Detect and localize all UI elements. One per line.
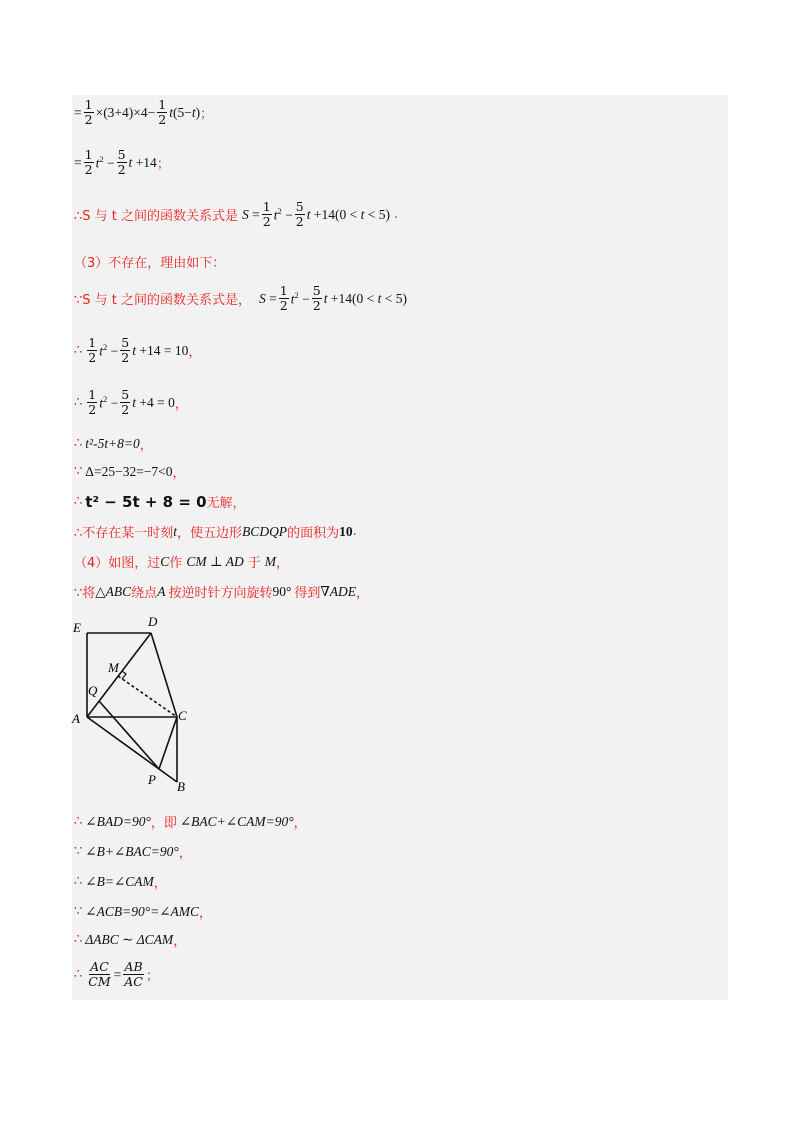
equals-sign: = [74,104,82,120]
line-conclusion-3 [74,522,357,541]
fraction-ab-ac: $\frac{AB}{AC}$ [124,959,143,989]
var-c: C [160,553,170,569]
therefore-symbol: ∴ [74,932,83,947]
because-symbol: ∵ [74,844,83,859]
line-function-relation [74,200,398,229]
expr-part: $t^2$ − [99,393,119,411]
therefore-symbol: ∴ [74,874,83,889]
line-ratio [74,960,159,989]
label-e: E [73,620,81,635]
therefore-symbol: ∴ [74,395,83,410]
segment-ab [87,717,177,782]
angle-b-sum-expr: ∠B+∠BAC=90° [85,843,179,859]
line-end-punct: ， [139,438,153,453]
quadratic-expr: t²-5t+8=0 [85,435,140,451]
section-4-text-c: 于 [247,556,261,571]
perpendicular-expr: CM ⊥ AD [186,553,244,569]
expr-part: $t^2$ − [99,341,119,359]
line-end-punct: ， [178,846,192,861]
label-b: B [177,779,185,794]
expr-part: S = [242,206,260,222]
label-a: A [72,711,80,726]
line-end-punct: ， [153,876,167,891]
expr-part: t +14(0 < t < 5) [323,290,407,306]
line-end-punct: ， [293,816,307,831]
quadratic-expr-bold: t² − 5t + 8 = 0 [85,492,207,511]
line-function-relation-2 [74,284,407,313]
no-solution-text: 无解， [206,496,246,511]
fraction-half: $\frac{1}{2}$ [158,97,167,127]
fraction-five-halves: $\frac{5}{2}$ [312,283,321,313]
therefore-symbol: ∴ [74,967,83,982]
line-end-punct: ， [173,934,187,949]
line-end-punct: ； [145,969,159,984]
var-m: M [264,553,277,569]
line-end-punct: ， [199,906,213,921]
line-equation-10 [74,336,201,365]
solution-panel [72,95,728,1000]
line-quadratic [74,434,153,453]
segment-cm-dashed [118,676,177,717]
fraction-half: $\frac{1}{2}$ [262,199,271,229]
rotation-text-d: 得到 [294,586,321,601]
line-end-punct: ； [200,107,214,122]
label-d: D [148,614,158,629]
segment-qp [99,701,159,769]
fraction-half: $\frac{1}{2}$ [279,283,288,313]
section-4-text-b: 作 [169,556,183,571]
rotation-text-a: ∵将 [74,586,96,601]
conclusion-text-a: ∴不存在某一时刻 [74,526,174,541]
triangle-abc: △ABC [95,583,132,599]
var-a: A [157,583,166,599]
therefore-symbol: ∴ [74,814,83,829]
fraction-five-halves: $\frac{5}{2}$ [295,199,304,229]
var-pentagon: BCDQP [242,523,288,539]
relation-text: ∴S 与 t 之间的函数关系式是 [74,209,239,224]
section-3-text: （3）不存在，理由如下： [74,256,226,271]
line-angle-bad [74,812,307,831]
line-area-simplified [74,148,170,177]
fraction-five-halves: $\frac{5}{2}$ [121,335,130,365]
triangle-ade: ∇ADE [320,583,357,599]
area-number: 10 [339,523,353,539]
line-no-solution [74,492,246,511]
segment-dc [151,633,177,717]
line-area-expansion [74,98,213,127]
line-end-punct: ， [174,397,188,412]
expr-part: t +14 [128,154,157,170]
section-3-heading [74,252,225,271]
angle-sum-expr: ∠BAC+∠CAM=90° [179,813,294,829]
conclusion-text-b: ，使五边形 [177,526,243,541]
equals-sign: = [113,966,122,982]
expr-part: $t^2$ − [273,205,293,223]
expr-part: S = [259,290,277,306]
right-angles-expr: ∠ACB=90°=∠AMC [85,903,200,919]
fraction-ac-cm: $\frac{AC}{CM}$ [88,959,111,989]
rotation-text-c: 按逆时针方向旋转 [168,586,273,601]
line-end-punct: ， [188,345,202,360]
line-end-punct: ， [356,586,370,601]
expr-part: t +14(0 < t < 5) [306,206,390,222]
label-m: M [108,660,119,675]
line-angle-b [74,842,192,861]
namely-text: ，即 [150,816,177,831]
fraction-half: $\frac{1}{2}$ [88,335,97,365]
fraction-half: $\frac{1}{2}$ [88,387,97,417]
line-similar [74,930,186,949]
geometry-figure [60,612,200,802]
label-q: Q [88,683,98,698]
therefore-symbol: ∴ [74,436,83,451]
relation-text: ∵S 与 t 之间的函数关系式是， [74,293,252,308]
label-p: P [148,772,156,787]
expr-part: $t^2$ − [95,153,115,171]
line-rotation [74,582,369,601]
fraction-half: $\frac{1}{2}$ [84,97,93,127]
expr-part: t(5−t) [169,104,201,120]
line-end-punct: ， [172,466,186,481]
angle-bad-expr: ∠BAD=90° [85,813,151,829]
line-end-punct: ， [276,556,290,571]
therefore-symbol: ∴ [74,494,83,509]
segment-pc [159,717,177,769]
line-right-angles [74,902,212,921]
line-end-punct: . [352,524,357,539]
label-c: C [178,708,187,723]
angle-equal-expr: ∠B=∠CAM [85,873,154,889]
line-end-punct: . [393,207,399,222]
section-4-text-a: （4）如图，过 [74,556,161,571]
expr-part: $t^2$ − [290,289,310,307]
line-discriminant [74,462,186,481]
equals-sign: = [74,154,82,170]
right-angle-marker [122,671,126,679]
line-equation-0 [74,388,188,417]
section-4-heading [74,552,289,571]
segment-ad [87,633,151,717]
line-end-punct: ； [156,157,170,172]
var-t: t [173,523,178,539]
fraction-five-halves: $\frac{5}{2}$ [121,387,130,417]
discriminant-expr: Δ=25−32=−7<0 [85,463,173,479]
fraction-half: $\frac{1}{2}$ [84,147,93,177]
expr-part: ×(3+4)×4− [95,104,156,120]
conclusion-text-c: 的面积为 [287,526,340,541]
rotation-text-b: 绕点 [131,586,158,601]
expr-part: t +14 = 10 [132,342,189,358]
because-symbol: ∵ [74,464,83,479]
similar-expr: ΔABC ∼ ΔCAM [85,931,174,947]
rotation-degree: 90° [272,583,292,599]
therefore-symbol: ∴ [74,343,83,358]
fraction-five-halves: $\frac{5}{2}$ [117,147,126,177]
because-symbol: ∵ [74,904,83,919]
line-angle-equal [74,872,167,891]
expr-part: t +4 = 0 [132,394,175,410]
